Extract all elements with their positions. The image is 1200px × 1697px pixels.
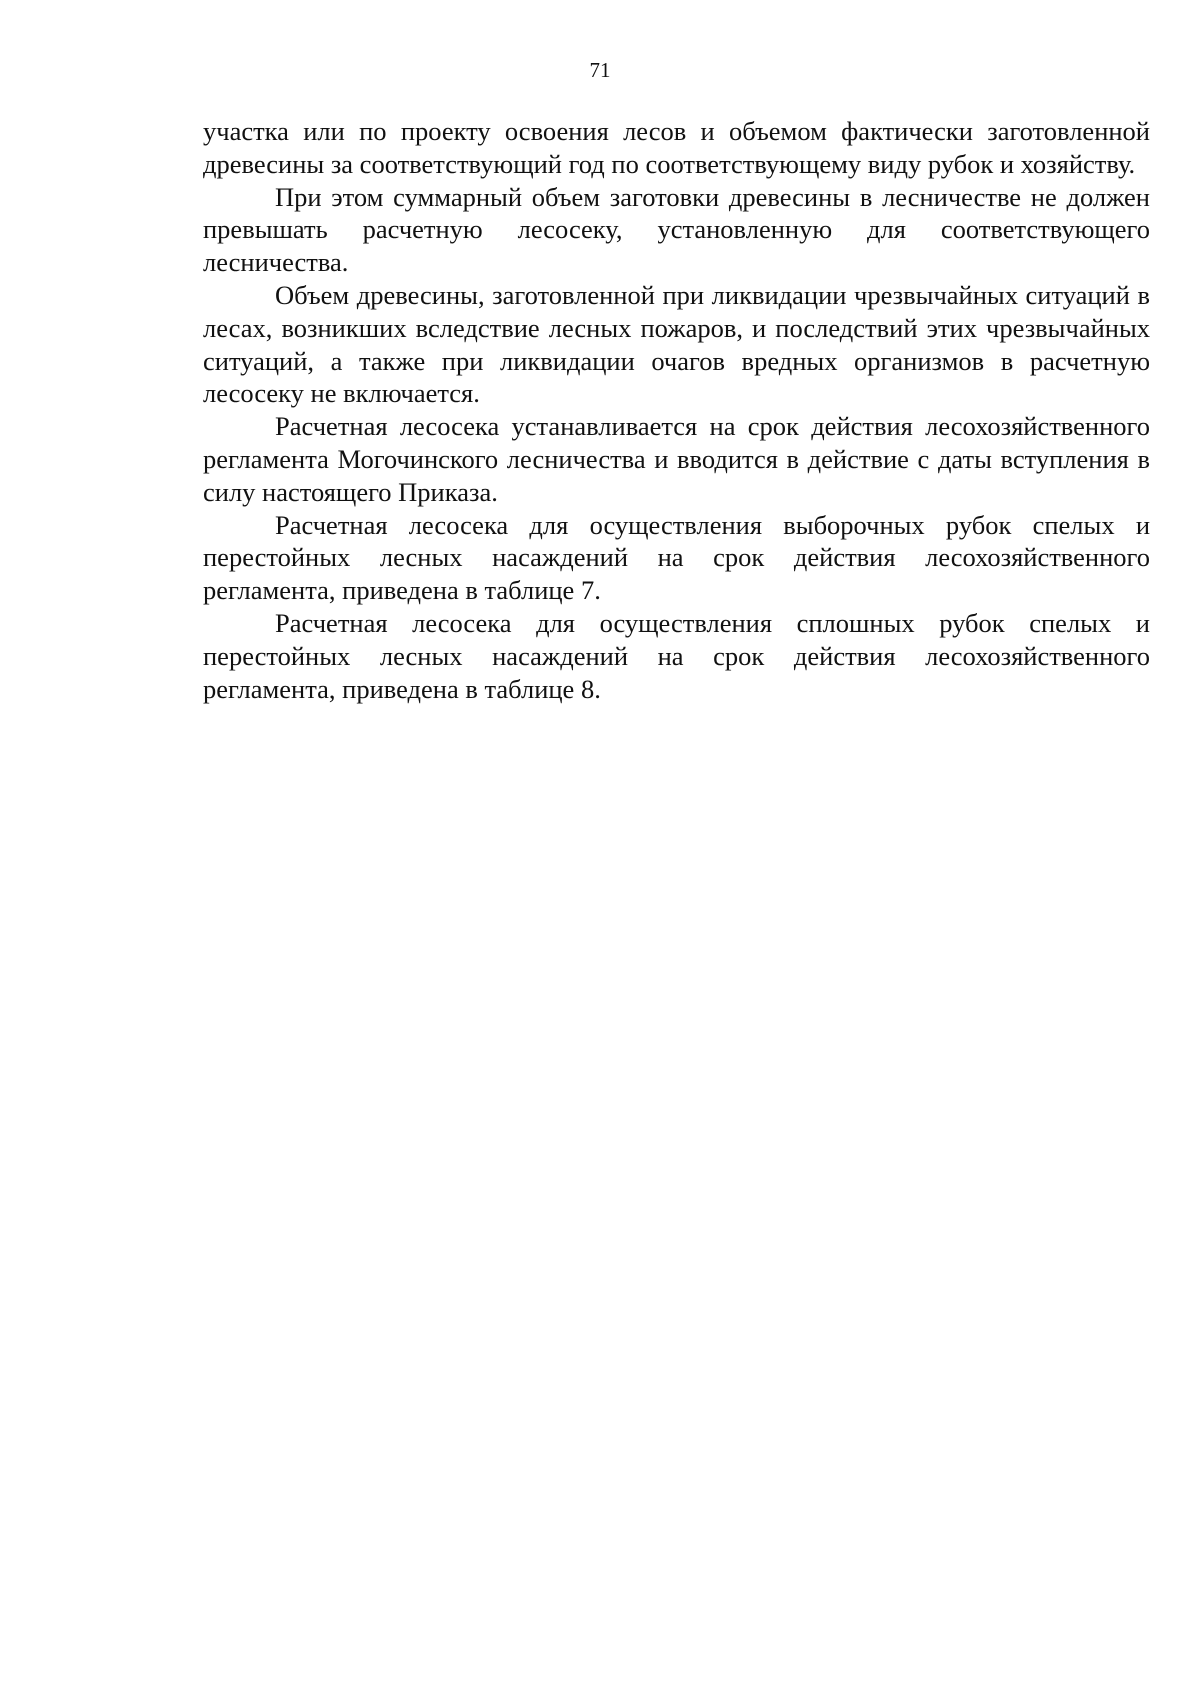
paragraph-continuation: участка или по проекту освоения лесов и объемом фактически заготовленной древесины за соответствующий год по соответствующему виду рубок и хозяйству. xyxy=(203,116,1150,179)
paragraph-selective-cutting-table: Расчетная лесосека для осуществления выборочных рубок спелых и перестойных лесных насаждений на срок действия лесохозяйственного регламента, приведена в таблице 7. xyxy=(203,509,1150,606)
paragraph-total-volume: При этом суммарный объем заготовки древесины в лесничестве не должен превышать расчетную лесосеку, установленную для соответствующего лесничества. xyxy=(203,181,1150,278)
page-number: 71 xyxy=(589,58,611,82)
paragraph-emergency-volume: Объем древесины, заготовленной при ликвидации чрезвычайных ситуаций в лесах, возникших вследствие лесных пожаров, и последствий этих чрезвычайных ситуаций, а также при ликвидации очагов вредных организмов в расчетную лесосеку не включается. xyxy=(203,279,1150,409)
paragraph-clear-cutting-table: Расчетная лесосека для осуществления сплошных рубок спелых и перестойных лесных насаждений на срок действия лесохозяйственного регламента, приведена в таблице 8. xyxy=(203,607,1150,704)
paragraph-allowable-cut-term: Расчетная лесосека устанавливается на срок действия лесохозяйственного регламента Могочинского лесничества и вводится в действие с даты вступления в силу настоящего Приказа. xyxy=(203,411,1150,507)
document-body xyxy=(203,115,1150,705)
